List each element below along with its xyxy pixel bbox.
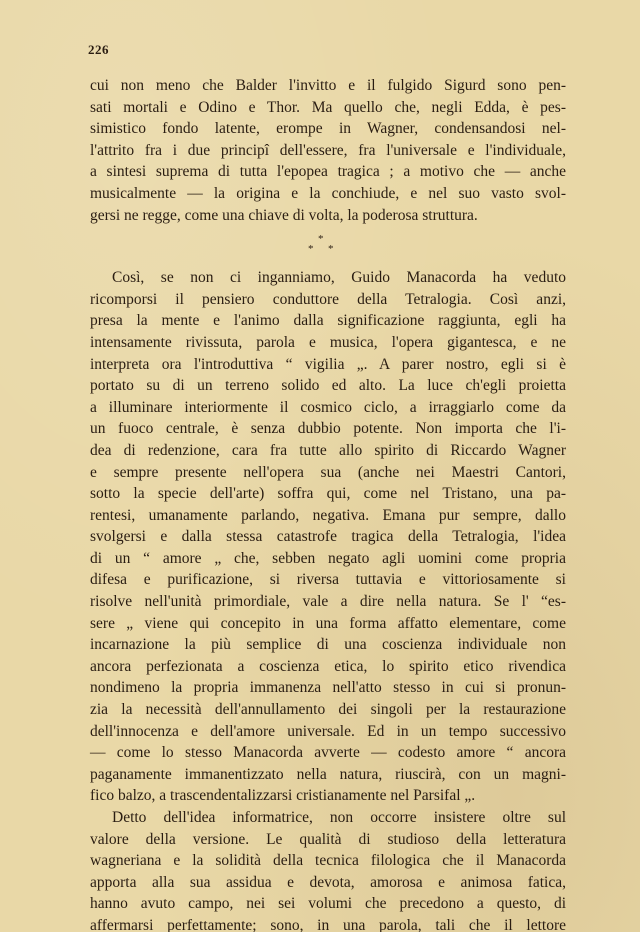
paragraph-3 (90, 807, 566, 932)
text-line: — come lo stesso Manacorda avverte — codesto amore “ ancora (90, 744, 566, 762)
paragraph-2 (90, 267, 566, 807)
text-line: affermarsi perfettamente; sono, in una parola, tali che il lettore (90, 916, 566, 932)
text-line: simistico fondo latente, erompe in Wagner, condensandosi nel- (90, 120, 566, 138)
text-line: rentesi, umanamente parlando, negativa. Emana pur sempre, dallo (90, 506, 566, 524)
text-line: apporta alla sua assidua e devota, amorosa e animosa fatica, (90, 873, 566, 891)
text-line: portato su di un terreno solido ed alto. La luce ch'egli proietta (90, 377, 566, 395)
text-line: Così, se non ci inganniamo, Guido Manacorda ha veduto (112, 269, 566, 287)
text-line: un fuoco centrale, è senza dubbio potente. Non importa che l'i- (90, 420, 566, 438)
text-line: dell'innocenza e dell'amore universale. Ed in un tempo successivo (90, 722, 566, 740)
text-line: a sintesi suprema di tutta l'epopea tragica ; a motivo che — anche (90, 163, 566, 181)
paragraph-1 (90, 75, 566, 226)
text-line: di un “ amore „ che, sebben negato agli uomini come propria (90, 549, 566, 567)
text-line: dea di redenzione, cara fra tutte allo spirito di Riccardo Wagner (90, 441, 566, 459)
text-line: wagneriana e la solidità della tecnica filologica che il Manacorda (90, 852, 566, 870)
text-line: Detto dell'idea informatrice, non occorre insistere oltre sul (112, 809, 566, 826)
text-line: fico balzo, a trascendentalizzarsi cristianamente nel Parsifal „. (90, 787, 476, 805)
text-line: incarnazione la più semplice di una coscienza individuale non (90, 636, 566, 654)
asterisk-icon: * (318, 233, 324, 246)
text-line: risolve nell'unità primordiale, vale a dire nella natura. Se l' “es- (90, 593, 566, 611)
page-body (90, 75, 566, 932)
text-line: zia la necessità dell'annullamento dei singoli per la restaurazione (90, 701, 566, 719)
asterisk-icon: * (328, 243, 334, 256)
section-separator (90, 232, 566, 260)
text-line: paganamente immanentizzato nella natura, riuscirà, con un magni- (90, 765, 566, 783)
text-line: intensamente rivissuta, parola e musica, l'opera gigantesca, e ne (90, 333, 566, 351)
text-line: ancora perfezionata a coscienza etica, lo spirito etico rivendica (90, 657, 566, 675)
text-line: e sempre presente nell'opera sua (anche nei Maestri Cantori, (90, 463, 566, 481)
text-line: ricomporsi il pensiero conduttore della Tetralogia. Così anzi, (90, 290, 566, 308)
text-line: sere „ viene qui concepito in una forma affatto elementare, come (90, 614, 566, 632)
text-line: valore della versione. Le qualità di studioso della letteratura (90, 830, 566, 848)
text-line: nondimeno la propria immanenza nell'atto stesso in cui si pronun- (90, 679, 566, 697)
text-line: interpreta ora l'introduttiva “ vigilia „. A parer nostro, egli si è (90, 355, 566, 373)
asterisk-icon: * (308, 243, 314, 256)
text-line: presa la mente e l'animo dalla significazione raggiunta, egli ha (90, 312, 566, 330)
text-line: hanno avuto campo, nei sei volumi che precedono a questo, di (90, 895, 566, 913)
text-line: musicalmente — la origina e la conchiude, e nel suo vasto svol- (90, 184, 566, 202)
text-line: sotto la specie dell'arte) soffra qui, come nel Tristano, una pa- (90, 485, 566, 503)
text-line: gersi ne regge, come una chiave di volta, la poderosa struttura. (90, 206, 478, 224)
text-line: svolgersi e dalla stessa catastrofe tragica della Tetralogia, l'idea (90, 528, 566, 546)
text-line: sati mortali e Odino e Thor. Ma quello che, negli Edda, è pes- (90, 98, 566, 116)
text-line: a illuminare interiormente il cosmico ciclo, a irraggiarlo come da (90, 398, 566, 416)
text-line: cui non meno che Balder l'invitto e il fulgido Sigurd sono pen- (90, 77, 566, 94)
text-line: l'attrito fra i due principî dell'essere, fra l'universale e l'individuale, (90, 141, 566, 159)
page-number: 226 (88, 42, 109, 57)
text-line: difesa e purificazione, si riversa tuttavia e vittoriosamente si (90, 571, 566, 589)
